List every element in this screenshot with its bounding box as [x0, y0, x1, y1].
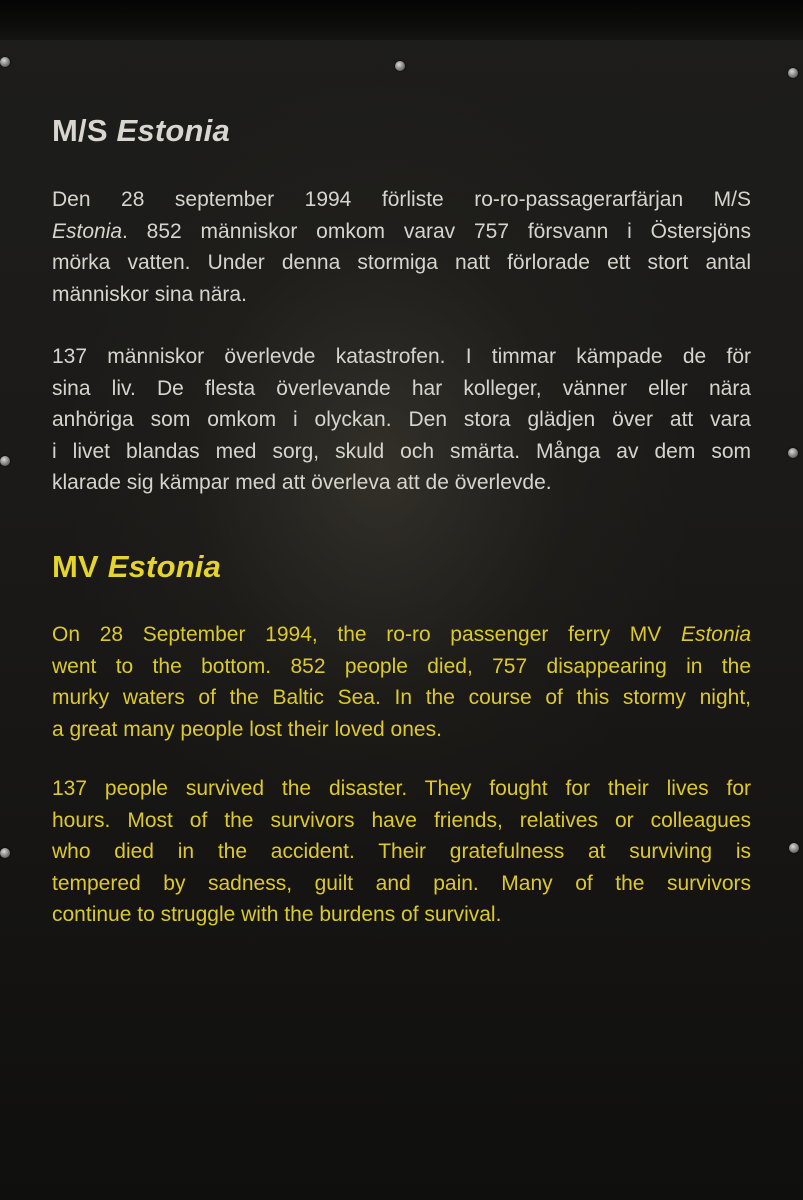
text-line: went to the bottom. 852 people died, 757 disappearing in the — [52, 654, 751, 678]
text-line: Den 28 september 1994 förliste ro-ro-passagerarfärjan M/S — [52, 188, 751, 211]
text-line: tempered by sadness, guilt and pain. Many of the survivors — [52, 871, 751, 895]
english-paragraph-1 — [52, 619, 751, 745]
swedish-title-prefix: M/S — [52, 113, 108, 148]
english-title-name: Estonia — [107, 549, 222, 584]
ship-name: Estonia — [52, 219, 123, 243]
text-line: mörka vatten. Under denna stormiga natt förlorade ett stort antal — [52, 251, 751, 274]
text-line: klarade sig kämpar med att överleva att de överlevde. — [52, 471, 552, 494]
text-line: människor sina nära. — [52, 282, 247, 306]
swedish-title-name: Estonia — [116, 113, 230, 148]
screw-icon — [788, 68, 798, 78]
text-line — [52, 216, 751, 248]
ship-name: Estonia — [680, 623, 752, 646]
swedish-paragraph-1 — [52, 184, 751, 310]
screw-icon — [395, 61, 405, 71]
swedish-title — [52, 113, 230, 149]
screw-icon — [788, 448, 798, 458]
screw-icon — [0, 848, 10, 858]
english-title — [52, 549, 221, 585]
text-line: continue to struggle with the burdens of survival. — [52, 903, 502, 926]
text-fragment: . 852 människor omkom varav 757 försvann i Östersjöns — [122, 219, 751, 243]
english-paragraph-2 — [52, 773, 751, 931]
text-line: sina liv. De flesta överlevande har kolleger, vänner eller nära — [52, 376, 751, 400]
text-line: who died in the accident. Their gratefulness at surviving is — [52, 840, 751, 863]
screw-icon — [0, 456, 10, 466]
text-line: hours. Most of the survivors have friends, relatives or colleagues — [52, 808, 751, 832]
text-line: i livet blandas med sorg, skuld och smärta. Många av dem som — [52, 439, 751, 463]
top-edge — [0, 0, 803, 40]
text-fragment: On 28 September 1994, the ro-ro passenger ferry MV — [52, 623, 662, 646]
swedish-paragraph-2 — [52, 341, 751, 499]
english-title-prefix: MV — [52, 549, 99, 584]
text-line: 137 people survived the disaster. They fought for their lives for — [52, 777, 751, 800]
text-line: a great many people lost their loved ones. — [52, 717, 442, 741]
text-line: 137 människor överlevde katastrofen. I timmar kämpade de för — [52, 345, 751, 368]
text-line — [52, 619, 751, 651]
text-line: anhöriga som omkom i olyckan. Den stora glädjen över att vara — [52, 408, 751, 431]
screw-icon — [0, 57, 10, 67]
text-line: murky waters of the Baltic Sea. In the course of this stormy night, — [52, 686, 751, 709]
screw-icon — [789, 843, 799, 853]
